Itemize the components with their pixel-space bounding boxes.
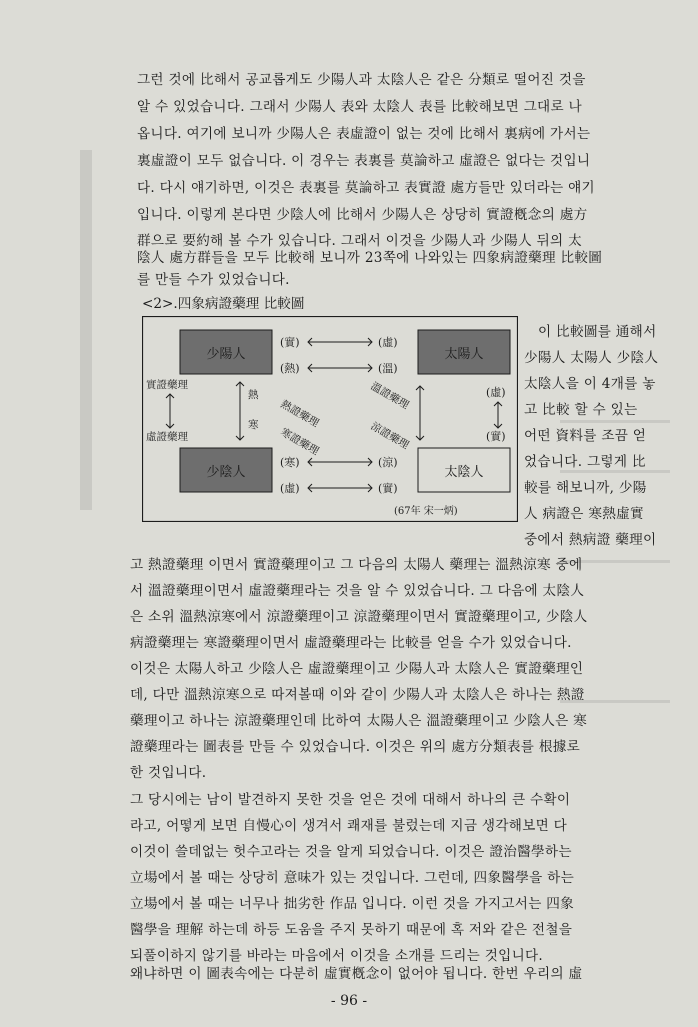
text-line: 한 것입니다. (130, 765, 207, 781)
text-line: 陰人 處方群들을 모두 比較해 보니까 23쪽에 나와있는 四象病證藥理 比較圖 (137, 250, 603, 266)
text-line: 입니다. 이렇게 본다면 少陰人에 比해서 少陽人은 상당히 實證槪念의 處方 (137, 207, 588, 223)
mark-heo: (虛) (378, 336, 398, 349)
label-yeol-vert: 熱 (248, 389, 259, 401)
label-ryang-diag: 涼證藥理 (368, 420, 411, 452)
text-line-last: 왜냐하면 이 圖表속에는 다분히 虛實槪念이 없어야 됩니다. 한번 우리의 虛 (130, 966, 583, 982)
page-number: - 96 - (330, 993, 368, 1009)
mark-sil-2: (實) (378, 482, 398, 495)
text-line: 立場에서 볼 때는 너무나 拙劣한 作品 입니다. 이런 것을 가지고서는 四象 (130, 896, 575, 912)
label-heo-yakri: 虛證藥理 (146, 431, 188, 443)
label-sil-yakri: 實證藥理 (146, 379, 188, 391)
text-line: 群으로 要約해 볼 수가 있습니다. 그래서 이것을 少陽人과 少陽人 뒤의 太 (137, 233, 582, 249)
mark-on: (溫) (378, 362, 398, 375)
text-line: 알 수 있었습니다. 그래서 少陽人 表와 太陰人 表를 比較해보면 그대로 나 (137, 99, 582, 115)
text-line: 醫學을 理解 하는데 하등 도움을 주지 못하기 때문에 혹 저와 같은 전철을 (130, 922, 573, 938)
side-line: 중에서 熱病證 藥理이 (524, 532, 657, 548)
mark-right-sil: (實) (486, 430, 506, 443)
mark-ryang: (涼) (378, 456, 398, 469)
figure-caption: <2>.四象病證藥理 比較圖 (142, 296, 305, 312)
side-line: 이 比較圖를 通해서 (538, 324, 657, 340)
text-line: 되풀이하지 않기를 바라는 마음에서 이것을 소개를 드리는 것입니다. (130, 948, 544, 964)
label-taeyang: 太陽人 (444, 347, 484, 362)
text-line: 다. 다시 얘기하면, 이것은 表裏를 莫論하고 表實證 處方들만 있더라는 얘기 (137, 180, 595, 196)
text-line: 病證藥理는 寒證藥理이면서 虛證藥理라는 比較를 얻을 수가 있었습니다. (130, 635, 572, 651)
text-line: 옵니다. 여기에 보니까 少陽人은 表虛證이 없는 것에 比해서 裏病에 가서는 (137, 126, 591, 142)
side-line: 고 比較 할 수 있는 (524, 402, 638, 418)
side-line: 太陰人을 이 4개를 놓 (524, 376, 656, 392)
side-line: 었습니다. 그렇게 比 (524, 454, 646, 470)
text-line: 를 만들 수가 있었습니다. (137, 272, 290, 288)
label-soyang: 少陽人 (206, 347, 246, 362)
mark-heo-2: (虛) (280, 482, 300, 495)
label-yeol-diag: 熱證藥理 (278, 398, 321, 430)
text-line: 고 熱證藥理 이면서 實證藥理이고 그 다음의 太陽人 藥理는 溫熱涼寒 중에 (130, 557, 583, 573)
diagram-credit: (67年 宋一炳) (394, 506, 458, 517)
mark-yeol: (熱) (280, 362, 300, 375)
text-line: 立場에서 볼 때는 상당히 意味가 있는 것입니다. 그런데, 四象醫學을 하는 (130, 870, 575, 886)
text-line: 이것은 太陽人하고 少陰人은 虛證藥理이고 少陽人과 太陰人은 實證藥理인 (130, 661, 584, 677)
mark-han: (寒) (280, 456, 300, 469)
text-line: 은 소위 溫熱涼寒에서 涼證藥理이고 涼證藥理이면서 實證藥理이고, 少陰人 (130, 609, 588, 625)
text-line: 라고, 어떻게 보면 自慢心이 생겨서 쾌재를 불렀는데 지금 생각해보면 다 (130, 818, 568, 834)
comparison-diagram (142, 316, 518, 522)
mark-right-heo: (虛) (486, 386, 506, 399)
mark-sil: (實) (280, 336, 300, 349)
text-line: 裏虛證이 모두 없습니다. 이 경우는 表裏를 莫論하고 虛證은 없다는 것입니 (137, 153, 591, 169)
side-line: 어떤 資料를 조끔 얻 (524, 428, 647, 444)
text-line: 서 溫證藥理이면서 虛證藥理라는 것을 알 수 있었습니다. 그 다음에 太陰人 (130, 583, 585, 599)
label-on-diag: 溫證藥理 (368, 380, 411, 412)
text-line: 그런 것에 比해서 공교롭게도 少陽人과 太陰人은 같은 分類로 떨어진 것을 (137, 72, 586, 88)
side-line: 較를 해보니까, 少陽 (524, 480, 647, 496)
text-line: 데, 다만 溫熱涼寒으로 따져볼때 이와 같이 少陽人과 太陰人은 하나는 熱證 (130, 687, 585, 703)
text-line: 藥理이고 하나는 涼證藥理인데 比하여 太陽人은 溫證藥理이고 少陰人은 寒 (130, 713, 588, 729)
text-line: 그 당시에는 남이 발견하지 못한 것을 얻은 것에 대해서 하나의 큰 수확이 (130, 792, 571, 808)
text-line: 證藥理라는 圖表를 만들 수 있었습니다. 이것은 위의 處方分類表를 根據로 (130, 739, 581, 755)
label-taeeum: 太陰人 (444, 465, 484, 480)
label-han-diag: 寒證藥理 (278, 426, 321, 458)
label-han-vert: 寒 (248, 419, 259, 431)
text-line: 이것이 쓸데없는 헛수고라는 것을 알게 되었습니다. 이것은 證治醫學하는 (130, 844, 572, 860)
side-line: 人 病證은 寒熱虛實 (524, 506, 644, 522)
label-soeum: 少陰人 (206, 465, 246, 480)
side-line: 少陽人 太陽人 少陰人 (524, 350, 659, 366)
